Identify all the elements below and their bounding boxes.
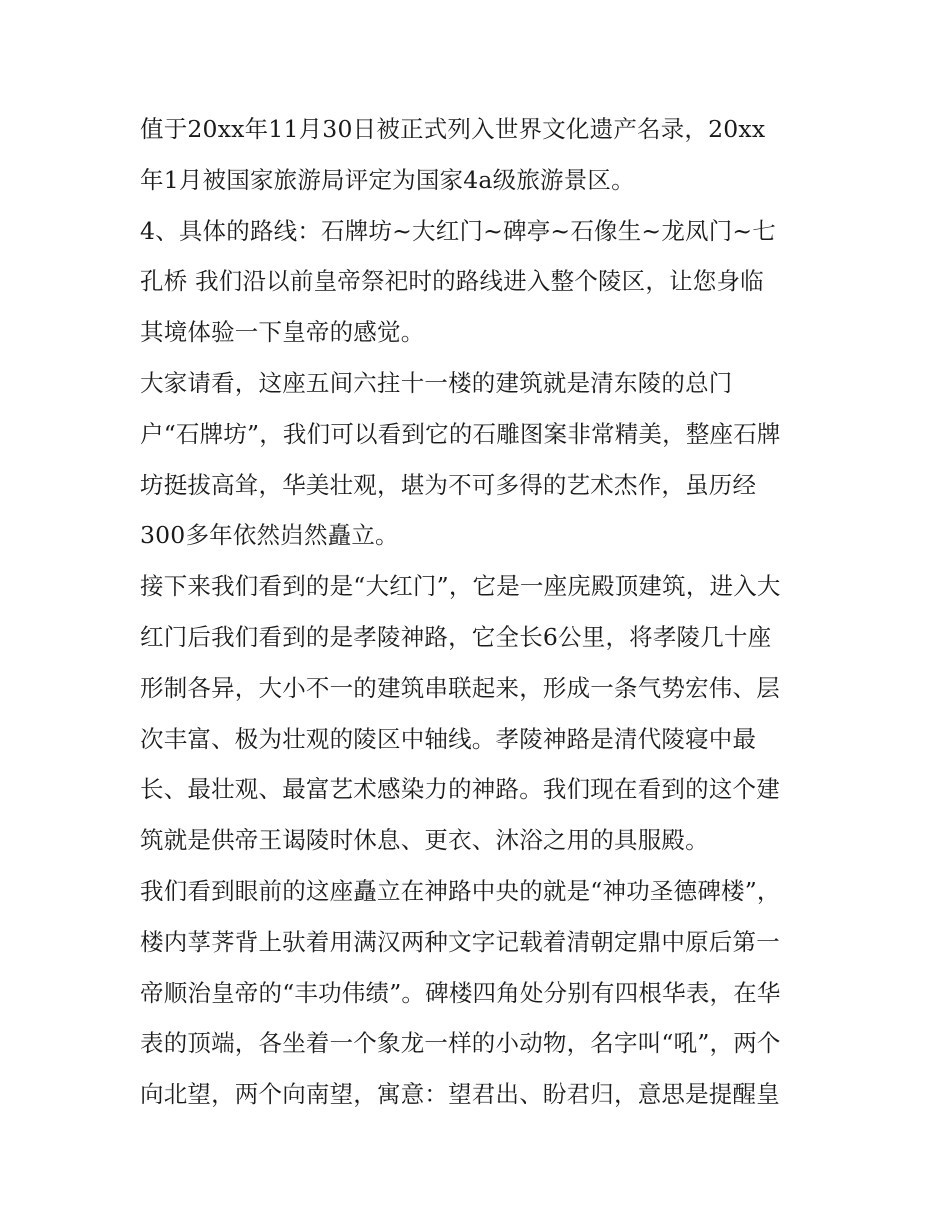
text-line: 户“石牌坊”，我们可以看到它的石雕图案非常精美，整座石牌 — [140, 419, 781, 448]
text-line: 次丰富、极为壮观的陵区中轴线。孝陵神路是清代陵寝中最 — [140, 724, 757, 753]
text-line: 接下来我们看到的是“大红门”，它是一座庑殿顶建筑，进入大 — [140, 572, 781, 601]
text-line: 筑就是供帝王谒陵时休息、更衣、沐浴之用的具服殿。 — [140, 826, 709, 855]
text-line: 4、具体的路线：石牌坊~大红门~碑亭~石像生~龙凤门~七 — [140, 216, 777, 245]
text-line: 孔桥 我们沿以前皇帝祭祀时的路线进入整个陵区，让您身临 — [140, 267, 764, 296]
text-line: 值于20xx年11月30日被正式列入世界文化遗产名录，20xx — [140, 115, 766, 143]
text-line: 300多年依然岿然矗立。 — [140, 521, 399, 550]
text-line: 形制各异，大小不一的建筑串联起来，形成一条气势宏伟、层 — [140, 673, 780, 702]
text-line: 长、最壮观、最富艺术感染力的神路。我们现在看到的这个建 — [140, 775, 780, 804]
text-line: 红门后我们看到的是孝陵神路，它全长6公里，将孝陵几十座 — [140, 622, 772, 651]
text-line: 大家请看，这座五间六拄十一楼的建筑就是清东陵的总门 — [140, 368, 733, 397]
text-line: 坊挺拔高耸，华美壮观，堪为不可多得的艺术杰作，虽历经 — [140, 470, 757, 499]
text-line: 表的顶端，各坐着一个象龙一样的小动物，名字叫“吼”，两个 — [140, 1029, 781, 1058]
text-line: 楼内莩荠背上驮着用满汉两种文字记载着清朝定鼎中原后第一 — [140, 927, 780, 956]
text-line: 向北望，两个向南望，寓意：望君出、盼君归，意思是提醒皇 — [140, 1080, 780, 1109]
text-line: 帝顺治皇帝的“丰功伟绩”。碑楼四角处分别有四根华表，在华 — [140, 978, 781, 1007]
body-text — [140, 104, 820, 1120]
text-line: 我们看到眼前的这座矗立在神路中央的就是“神功圣德碑楼”， — [140, 876, 781, 905]
text-line: 年1月被国家旅游局评定为国家4a级旅游景区。 — [140, 165, 635, 194]
text-line: 其境体验一下皇帝的感觉。 — [140, 318, 425, 347]
